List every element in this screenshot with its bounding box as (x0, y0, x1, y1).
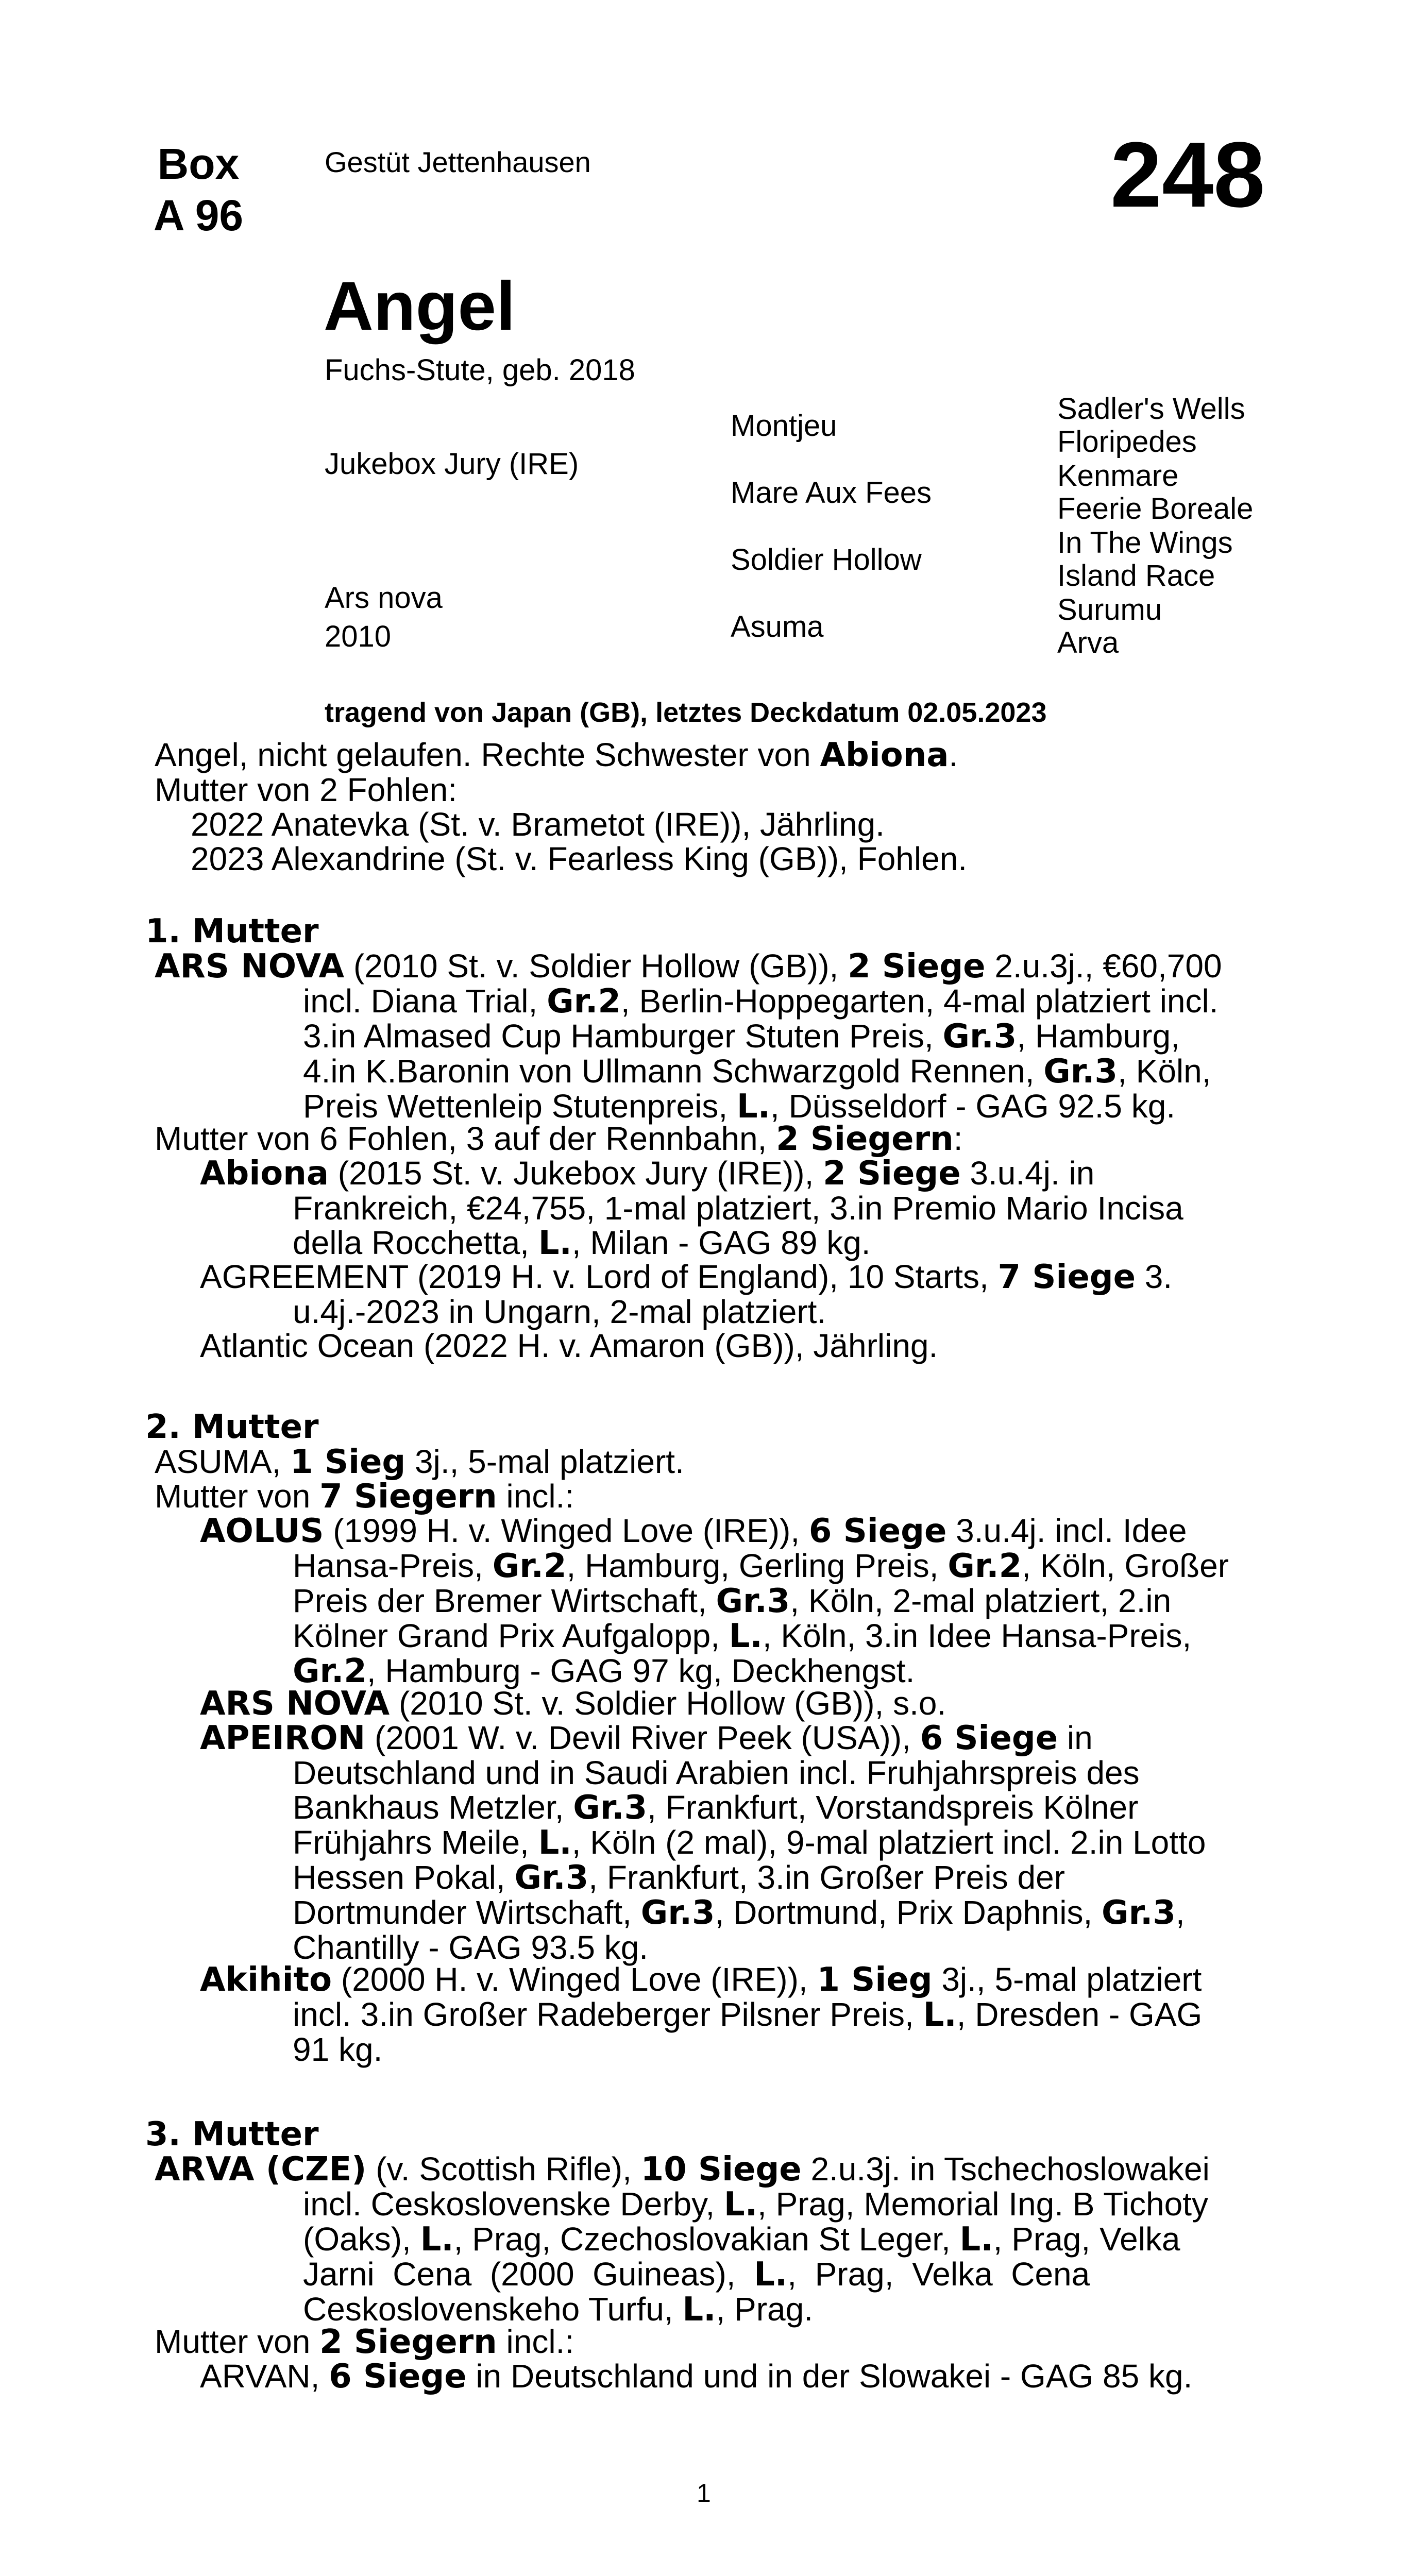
pedigree-dam-year: 2010 (325, 620, 392, 653)
pedigree-great-grandparent: Island Race (1057, 559, 1215, 592)
lot-number: 248 (1110, 123, 1265, 227)
section-heading-third-dam: 3. Mutter (145, 2115, 319, 2154)
pedigree-great-grandparent: Surumu (1057, 593, 1162, 626)
pedigree-sire: Jukebox Jury (IRE) (325, 447, 579, 481)
horse-name-ars-nova: ARS NOVA (155, 947, 345, 986)
produce-line: Mutter von 2 Siegern incl.: (155, 2323, 574, 2361)
horse-name-arva: ARVA (CZE) (155, 2150, 367, 2189)
pedigree-dam: Ars nova (325, 581, 443, 615)
covering-info: tragend von Japan (GB), letztes Deckdatum 02.05.2023 (325, 697, 1047, 728)
entry-ars-nova: ARS NOVA (2010 St. v. Soldier Hollow (GB)), 2 Siege 2.u.3j., €60,700 incl. Diana Trial, Gr.2, Berlin-Hoppegarten, 4-mal platziert incl. 3.in Almased Cup Hamburger Stuten Preis, Gr.3, Hamburg, 4.in K.Baronin von Ullmann Schwarzgold Rennen, Gr.3, Köln, Preis Wettenleip Stutenpreis, L., Düsseldorf - GAG 92.5 kg. (155, 947, 1222, 1126)
page-number: 1 (697, 2479, 711, 2507)
produce-line: Mutter von 6 Fohlen, 3 auf der Rennbahn, 2 Siegern: (155, 1120, 963, 1158)
entry-arvan: ARVAN, 6 Siege in Deutschland und in der Slowakei - GAG 85 kg. (200, 2358, 1193, 2396)
pedigree-great-grandparent: Sadler's Wells (1057, 392, 1245, 426)
stud-name: Gestüt Jettenhausen (325, 146, 591, 178)
intro-line: Angel, nicht gelaufen. Rechte Schwester von Abiona. (155, 736, 958, 774)
horse-name: Angel (324, 268, 516, 345)
pedigree-great-grandparent: Feerie Boreale (1057, 492, 1254, 526)
produce-line: Mutter von 7 Siegern incl.: (155, 1478, 574, 1516)
entry-atlantic-ocean: Atlantic Ocean (2022 H. v. Amaron (GB)), Jährling. (200, 1327, 938, 1364)
entry-aolus: AOLUS (1999 H. v. Winged Love (IRE)), 6 Siege 3.u.4j. incl. Idee Hansa-Preis, Gr.2, Hamburg, Gerling Preis, Gr.2, Köln, Großer Preis der Bremer Wirtschaft, Gr.3, Köln, 2-mal platziert, 2.in Kölner Grand Prix Aufgalopp, L., Köln, 3.in Idee Hansa-Preis, Gr.2, Hamburg - GAG 97 kg, Deckhengst. (200, 1512, 1229, 1690)
intro-block (155, 738, 967, 876)
pedigree-great-grandparent: Floripedes (1057, 425, 1197, 459)
section-heading-first-dam: 1. Mutter (145, 912, 319, 951)
foal-line: 2023 Alexandrine (St. v. Fearless King (GB)), Fohlen. (191, 840, 968, 877)
pedigree-grandparent: Mare Aux Fees (731, 476, 932, 510)
horse-name-abiona: Abiona (200, 1155, 329, 1193)
entry-arva: ARVA (CZE) (v. Scottish Rifle), 10 Siege 2.u.3j. in Tschechoslowakei incl. Ceskoslovenske Derby, L., Prag, Memorial Ing. B Tichoty (Oaks), L., Prag, Czechoslovakian St Leger, L., Prag, Velka Jarni Cena (2000 Guineas), L., Prag, Velka Cena Ceskoslovenskeho Turfu, L., Prag. (155, 2150, 1210, 2329)
pedigree-great-grandparent: Kenmare (1057, 459, 1179, 493)
entry-abiona: Abiona (2015 St. v. Jukebox Jury (IRE)), 2 Siege 3.u.4j. in Frankreich, €24,755, 1-mal platziert, 3.in Premio Mario Incisa della Rocchetta, L., Milan - GAG 89 kg. (200, 1155, 1183, 1262)
intro-line: Mutter von 2 Fohlen: (155, 771, 457, 808)
horse-name-akihito: Akihito (200, 1961, 332, 1999)
entry-akihito: Akihito (2000 H. v. Winged Love (IRE)), 1 Sieg 3j., 5-mal platziert incl. 3.in Großer Radeberger Pilsner Preis, L., Dresden - GAG 91 kg. (200, 1961, 1203, 2068)
box-label-line2: A 96 (153, 191, 244, 240)
pedigree-grandparent: Soldier Hollow (731, 543, 922, 577)
pedigree-grandparent: Asuma (731, 610, 824, 643)
entry-apeiron: APEIRON (2001 W. v. Devil River Peek (USA)), 6 Siege in Deutschland und in Saudi Arabien incl. Fruhjahrspreis des Bankhaus Metzler, Gr.3, Frankfurt, Vorstandspreis Kölner Frühjahrs Meile, L., Köln (2 mal), 9-mal platziert incl. 2.in Lotto Hessen Pokal, Gr.3, Frankfurt, 3.in Großer Preis der Dortmunder Wirtschaft, Gr.3, Dortmund, Prix Daphnis, Gr.3, Chantilly - GAG 93.5 kg. (200, 1719, 1206, 1966)
entry-asuma: ASUMA, 1 Sieg 3j., 5-mal platziert. (155, 1443, 684, 1481)
pedigree-great-grandparent: In The Wings (1057, 526, 1233, 560)
pedigree-great-grandparent: Arva (1057, 626, 1119, 659)
horse-description: Fuchs-Stute, geb. 2018 (325, 353, 635, 387)
section-heading-second-dam: 2. Mutter (145, 1408, 319, 1446)
pedigree-grandparent: Montjeu (731, 409, 837, 443)
box-label-line1: Box (157, 140, 240, 188)
box-label (137, 138, 260, 241)
foal-line: 2022 Anatevka (St. v. Brametot (IRE)), Jährling. (191, 806, 885, 843)
horse-name-apeiron: APEIRON (200, 1719, 366, 1757)
highlight-name: Abiona (820, 736, 949, 774)
horse-name-aolus: AOLUS (200, 1512, 324, 1550)
entry-ars-nova-ref: ARS NOVA (2010 St. v. Soldier Hollow (GB)), s.o. (200, 1685, 946, 1723)
entry-agreement: AGREEMENT (2019 H. v. Lord of England), 10 Starts, 7 Siege 3. u.4j.-2023 in Ungarn, 2-mal platziert. (200, 1258, 1173, 1330)
